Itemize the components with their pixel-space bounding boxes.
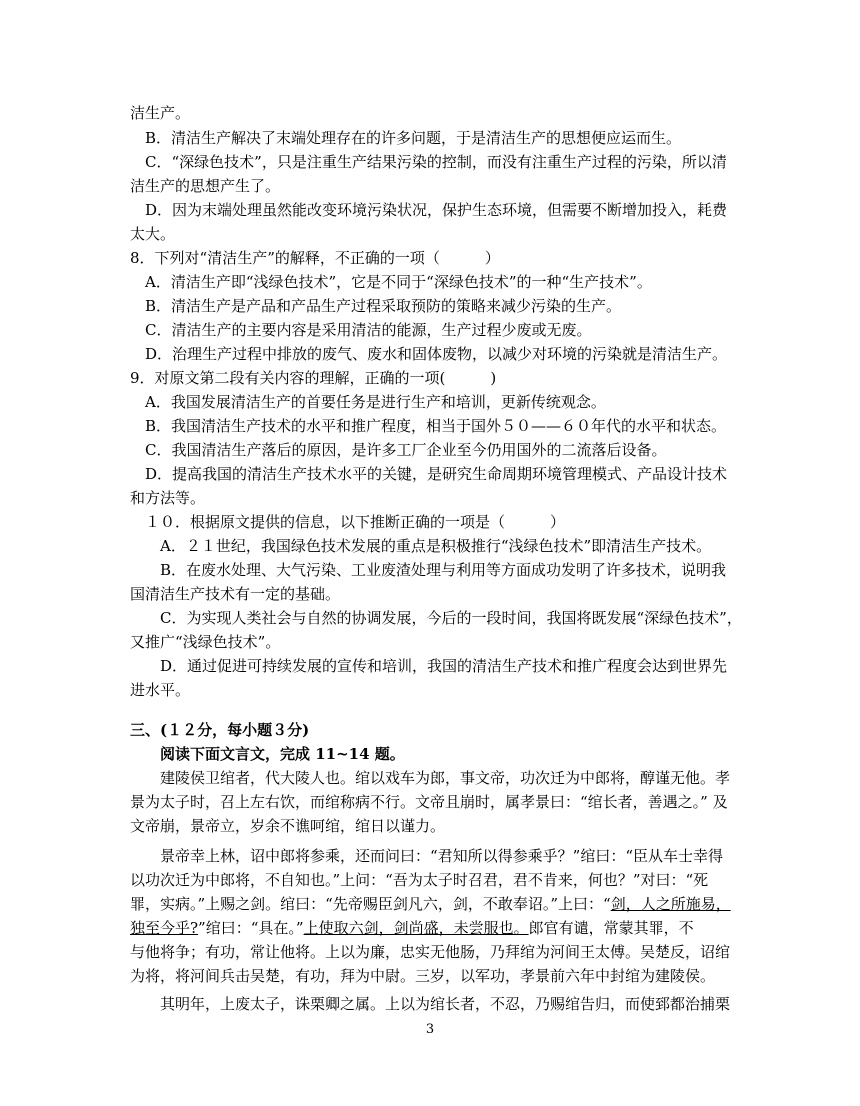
option-d-9: D．提高我国的清洁生产技术水平的关键，是研究生命周期环境管理模式、产品设计技术 — [145, 465, 728, 483]
passage-text: 罪，实病。”上赐之剑。绾曰：“先帝赐臣剑凡六，剑，不敢奉诏。”上曰：“ — [130, 895, 611, 913]
passage-line: 文帝崩，景帝立，岁余不谯呵绾，绾日以谨力。 — [130, 817, 446, 835]
option-c-7: C．“深绿色技术”，只是注重生产结果污染的控制，而没有注重生产过程的污染，所以清 — [145, 153, 727, 171]
text-line: 又推广“浅绿色技术”。 — [130, 633, 281, 651]
underlined-phrase: 剑，人之所施易， — [610, 895, 731, 913]
passage-line: 为将，将河间兵击吴楚，有功，拜为中尉。三岁，以军功，孝景前六年中封绾为建陵侯。 — [130, 967, 716, 985]
question-9: 9．对原文第二段有关内容的理解，正确的一项( ) — [130, 369, 497, 387]
passage-line: 景为太子时，召上左右饮，而绾称病不行。文帝且崩时，属孝景曰：“绾长者，善遇之。” 及 — [130, 793, 728, 811]
passage-text: ”绾曰：“具在。” — [198, 919, 304, 937]
option-a-9: A．我国发展清洁生产的首要任务是进行生产和培训，更新传统观念。 — [145, 393, 606, 411]
passage-text: 郎官有谴，常蒙其罪，不 — [528, 919, 694, 937]
passage-line: 景帝幸上林，诏中郎将参乘，还而问曰：“君知所以得参乘乎？”绾曰：“臣从车士幸得 — [160, 847, 724, 865]
option-b-8: B．清洁生产是产品和产品生产过程采取预防的策略来减少污染的生产。 — [145, 297, 622, 315]
page-number: 3 — [425, 1022, 435, 1037]
passage-line — [130, 917, 694, 939]
option-a-8: A．清洁生产即“浅绿色技术”，它是不同于“深绿色技术”的一种“生产技术”。 — [145, 273, 652, 291]
option-c-10: C．为实现人类社会与自然的协调发展，今后的一段时间，我国将既发展“深绿色技术”， — [160, 609, 742, 627]
option-b-10: B．在废水处理、大气污染、工业废渣处理与利用等方面成功发明了许多技术，说明我 — [160, 561, 727, 579]
option-b-7: B．清洁生产解决了末端处理存在的许多问题，于是清洁生产的思想便应运而生。 — [145, 129, 682, 147]
question-8: 8．下列对“清洁生产”的解释，不正确的一项（ ） — [130, 249, 500, 267]
underlined-phrase: 独至今乎? — [130, 919, 199, 937]
option-a-10: A．２１世纪，我国绿色技术发展的重点是积极推行“浅绿色技术”即清洁生产技术。 — [160, 537, 712, 555]
text-line: 和方法等。 — [130, 489, 206, 507]
reading-instruction: 阅读下面文言文，完成 11~14 题。 — [160, 745, 405, 763]
text-line: 进水平。 — [130, 681, 191, 699]
underlined-sentence: 上使取六剑，剑尚盛，未尝服也。 — [303, 919, 529, 937]
option-d-8: D．治理生产过程中排放的废气、废水和固体废物，以减少对环境的污染就是清洁生产。 — [145, 345, 728, 363]
text-line: 太大。 — [130, 225, 176, 243]
text-line: 洁生产。 — [130, 104, 191, 122]
question-10: １０．根据原文提供的信息，以下推断正确的一项是（ ） — [145, 513, 566, 531]
passage-line — [130, 893, 731, 915]
text-line: 国清洁生产技术有一定的基础。 — [130, 585, 341, 603]
option-c-8: C．清洁生产的主要内容是采用清洁的能源，生产过程少废或无废。 — [145, 321, 592, 339]
option-d-7: D．因为末端处理虽然能改变环境污染状况，保护生态环境，但需要不断增加投入，耗费 — [145, 201, 728, 219]
option-d-10: D．通过促进可持续发展的宣传和培训，我国的清洁生产技术和推广程度会达到世界先 — [160, 657, 728, 675]
passage-line: 其明年，上废太子，诛栗卿之属。上以为绾长者，不忍，乃赐绾告归，而使郅都治捕栗 — [160, 995, 731, 1013]
section-heading: 三、(１２分，每小题３分) — [130, 721, 310, 739]
passage-line: 与他将争；有功，常让他将。上以为廉，忠实无他肠，乃拜绾为河间王太傅。吴楚反，诏绾 — [130, 943, 731, 961]
passage-line: 以功次迁为中郎将，不自知也。”上问：“吾为太子时召君，君不肯来，何也？”对曰：“死 — [130, 871, 709, 889]
option-b-9: B．我国清洁生产技术的水平和推广程度，相当于国外５０——６０年代的水平和状态。 — [145, 417, 727, 435]
passage-line: 建陵侯卫绾者，代大陵人也。绾以戏车为郎，事文帝，功次迁为中郎将，醇谨无他。孝 — [160, 769, 731, 787]
text-line: 洁生产的思想产生了。 — [130, 177, 281, 195]
option-c-9: C．我国清洁生产落后的原因，是许多工厂企业至今仍用国外的二流落后设备。 — [145, 441, 667, 459]
